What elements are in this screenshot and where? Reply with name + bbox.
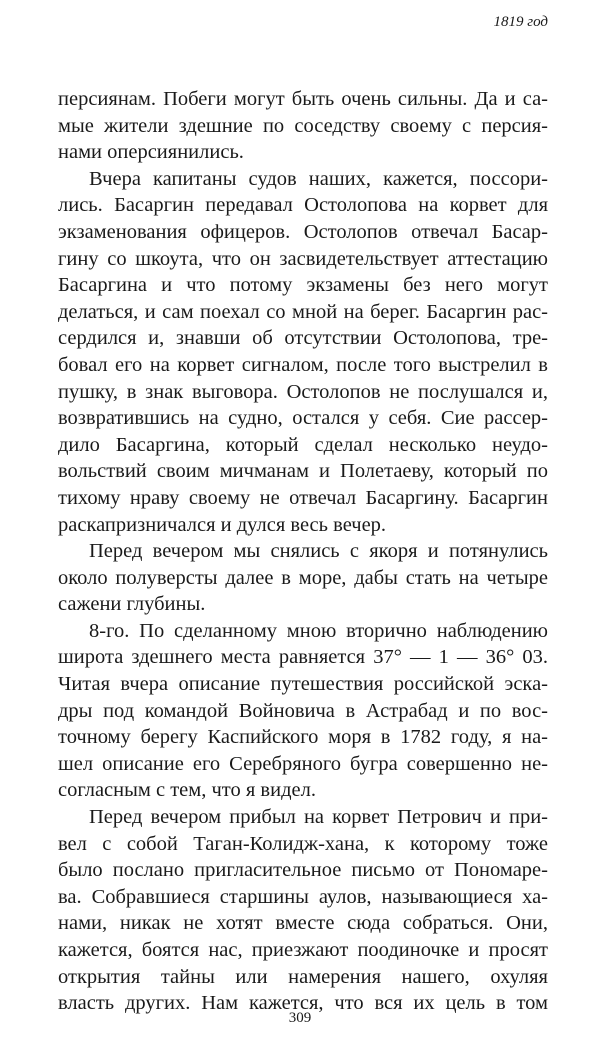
text-line: Перед вечером прибыл на корвет Петрович и при- — [89, 806, 548, 829]
text-line: экзаменования офицеров. Остолопов отвечал Басар- — [58, 220, 548, 243]
text-line: широта здешнего места равняется 37° — 1 — 36° 03. — [58, 646, 548, 669]
text-line: персиянам. Побеги могут быть очень сильны. Да и са- — [58, 88, 548, 110]
text-line: тихому нраву своему не отвечал Басаргину. Басаргин — [58, 486, 548, 509]
text-line: вольствий своим мичманам и Полетаеву, который по — [58, 460, 548, 483]
text-line: возвратившись на судно, остался у себя. Сие рассер- — [58, 407, 548, 430]
running-head: 1819 год — [493, 14, 548, 30]
body-text — [58, 86, 548, 1017]
text-line: точному берегу Каспийского моря в 1782 году, я на- — [58, 726, 548, 749]
text-line: было послано пригласительное письмо от Пономаре- — [58, 859, 548, 882]
paragraph — [58, 538, 548, 618]
text-line: мые жители здешние по соседству своему с персия- — [58, 114, 548, 137]
text-line: лись. Басаргин передавал Остолопова на корвет для — [58, 194, 548, 217]
text-line: власть других. Нам кажется, что вся их цель в том — [58, 992, 548, 1015]
paragraph — [58, 166, 548, 538]
text-line: делаться, и сам поехал со мной на берег. Басаргин рас- — [58, 300, 548, 323]
text-line: гину со шкоута, что он засвидетельствует аттестацию — [58, 247, 548, 270]
text-line: пушку, в знак выговора. Остолопов не послушался и, — [58, 380, 548, 403]
text-line: Басаргина и что потому экзамены без него могут — [58, 274, 548, 297]
text-line: Перед вечером мы снялись с якоря и потянулись — [89, 540, 548, 563]
text-line: около полуверсты далее в море, дабы стать на четыре — [58, 566, 548, 589]
text-line: нами, никак не хотят вместе сюда собраться. Они, — [58, 912, 548, 935]
paragraph — [58, 804, 548, 1017]
text-line: сажени глубины. — [58, 593, 206, 616]
text-line: 8-го. По сделанному мною вторично наблюдению — [89, 619, 548, 642]
text-line: кажется, боятся нас, приезжают поодиночке и просят — [58, 939, 548, 961]
paragraph — [58, 618, 548, 804]
text-line: шел описание его Серебряного бугра совершенно не- — [58, 752, 548, 775]
text-line: бовал его на корвет сигналом, после того выстрелил в — [58, 353, 548, 376]
paragraph — [58, 86, 548, 166]
text-line: сердился и, знавши об отсутствии Остолопова, тре- — [58, 327, 548, 350]
text-line: дры под командой Войновича в Астрабад и по вос- — [58, 699, 548, 722]
text-line: согласным с тем, что я видел. — [58, 779, 316, 802]
text-line: Читая вчера описание путешествия российской эска- — [58, 673, 548, 696]
text-line: нами оперсиянились. — [58, 141, 244, 164]
page-number: 309 — [288, 1010, 312, 1026]
text-line: Вчера капитаны судов наших, кажется, поссори- — [89, 167, 548, 190]
text-line: дило Басаргина, который сделал несколько неудо- — [58, 433, 548, 456]
text-line: раскапризничался и дулся весь вечер. — [58, 513, 387, 536]
text-line: ва. Собравшиеся старшины аулов, называющиеся ха- — [58, 885, 548, 908]
text-line: открытия тайны или намерения нашего, охуляя — [58, 965, 548, 988]
text-line: вел с собой Таган-Колидж-хана, к которому тоже — [58, 832, 548, 855]
